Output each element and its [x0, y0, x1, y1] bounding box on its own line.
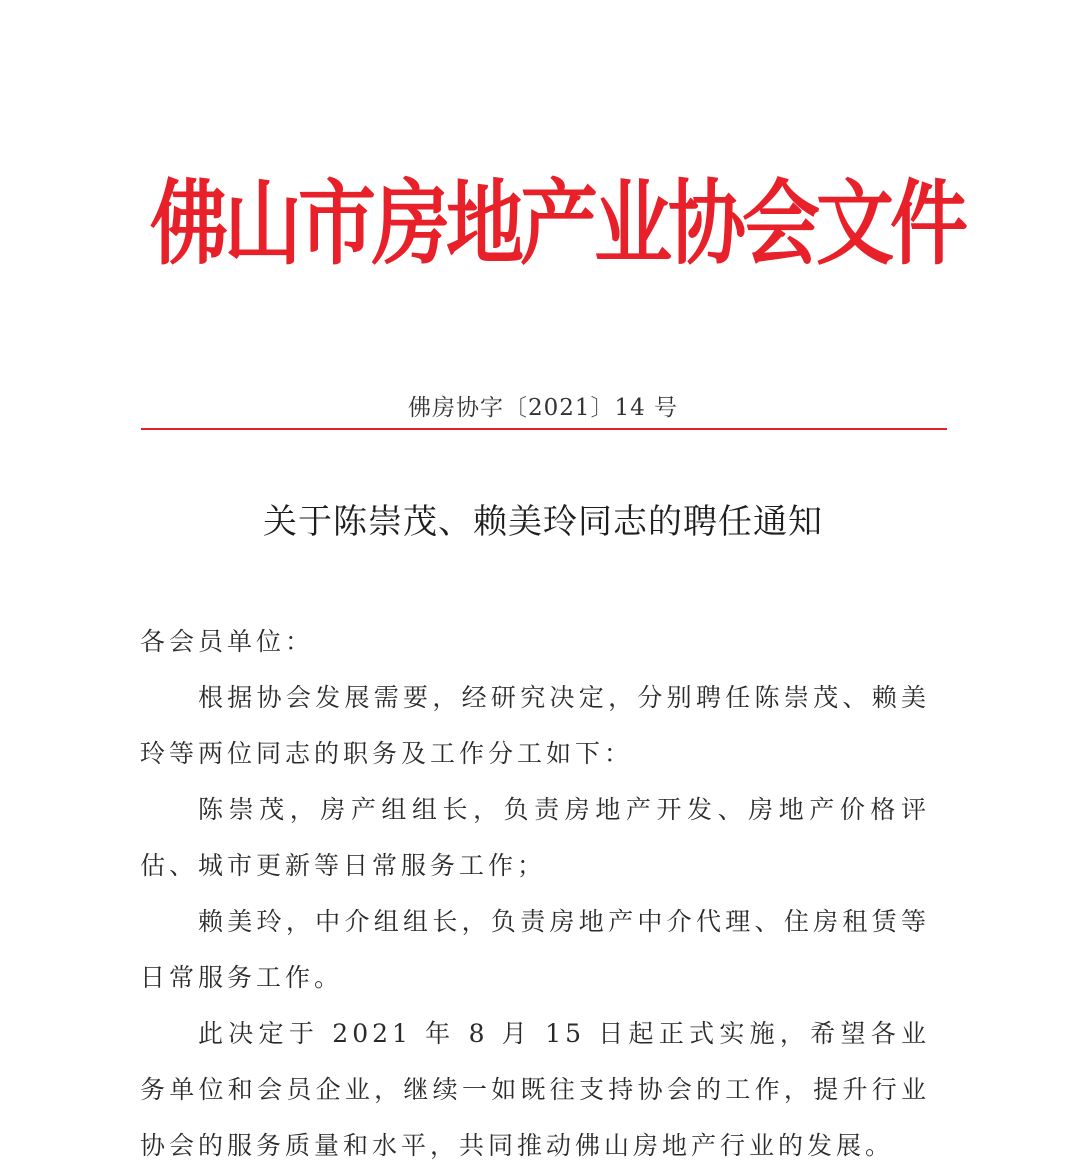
notice-body: [140, 670, 930, 1174]
paragraph-lai: 赖美玲，中介组组长，负责房地产中介代理、住房租赁等日常服务工作。: [140, 907, 930, 992]
red-divider-line: [141, 428, 947, 430]
paragraph-decision: 根据协会发展需要，经研究决定，分别聘任陈崇茂、赖美玲等两位同志的职务及工作分工如下：: [140, 683, 930, 768]
paragraph-effective: 此决定于 2021 年 8 月 15 日起正式实施，希望各业务单位和会员企业，继续一如既往支持协会的工作，提升行业协会的服务质量和水平，共同推动佛山房地产行业的发展。: [140, 1019, 930, 1160]
document-masthead: 佛山市房地产业协会文件: [150, 170, 965, 278]
notice-title: 关于陈崇茂、赖美玲同志的聘任通知: [263, 502, 823, 542]
paragraph-chen: 陈崇茂，房产组组长，负责房地产开发、房地产价格评估、城市更新等日常服务工作；: [140, 795, 930, 880]
document-number: 佛房协字〔2021〕14 号: [407, 395, 679, 421]
salutation: 各会员单位：: [140, 627, 315, 656]
